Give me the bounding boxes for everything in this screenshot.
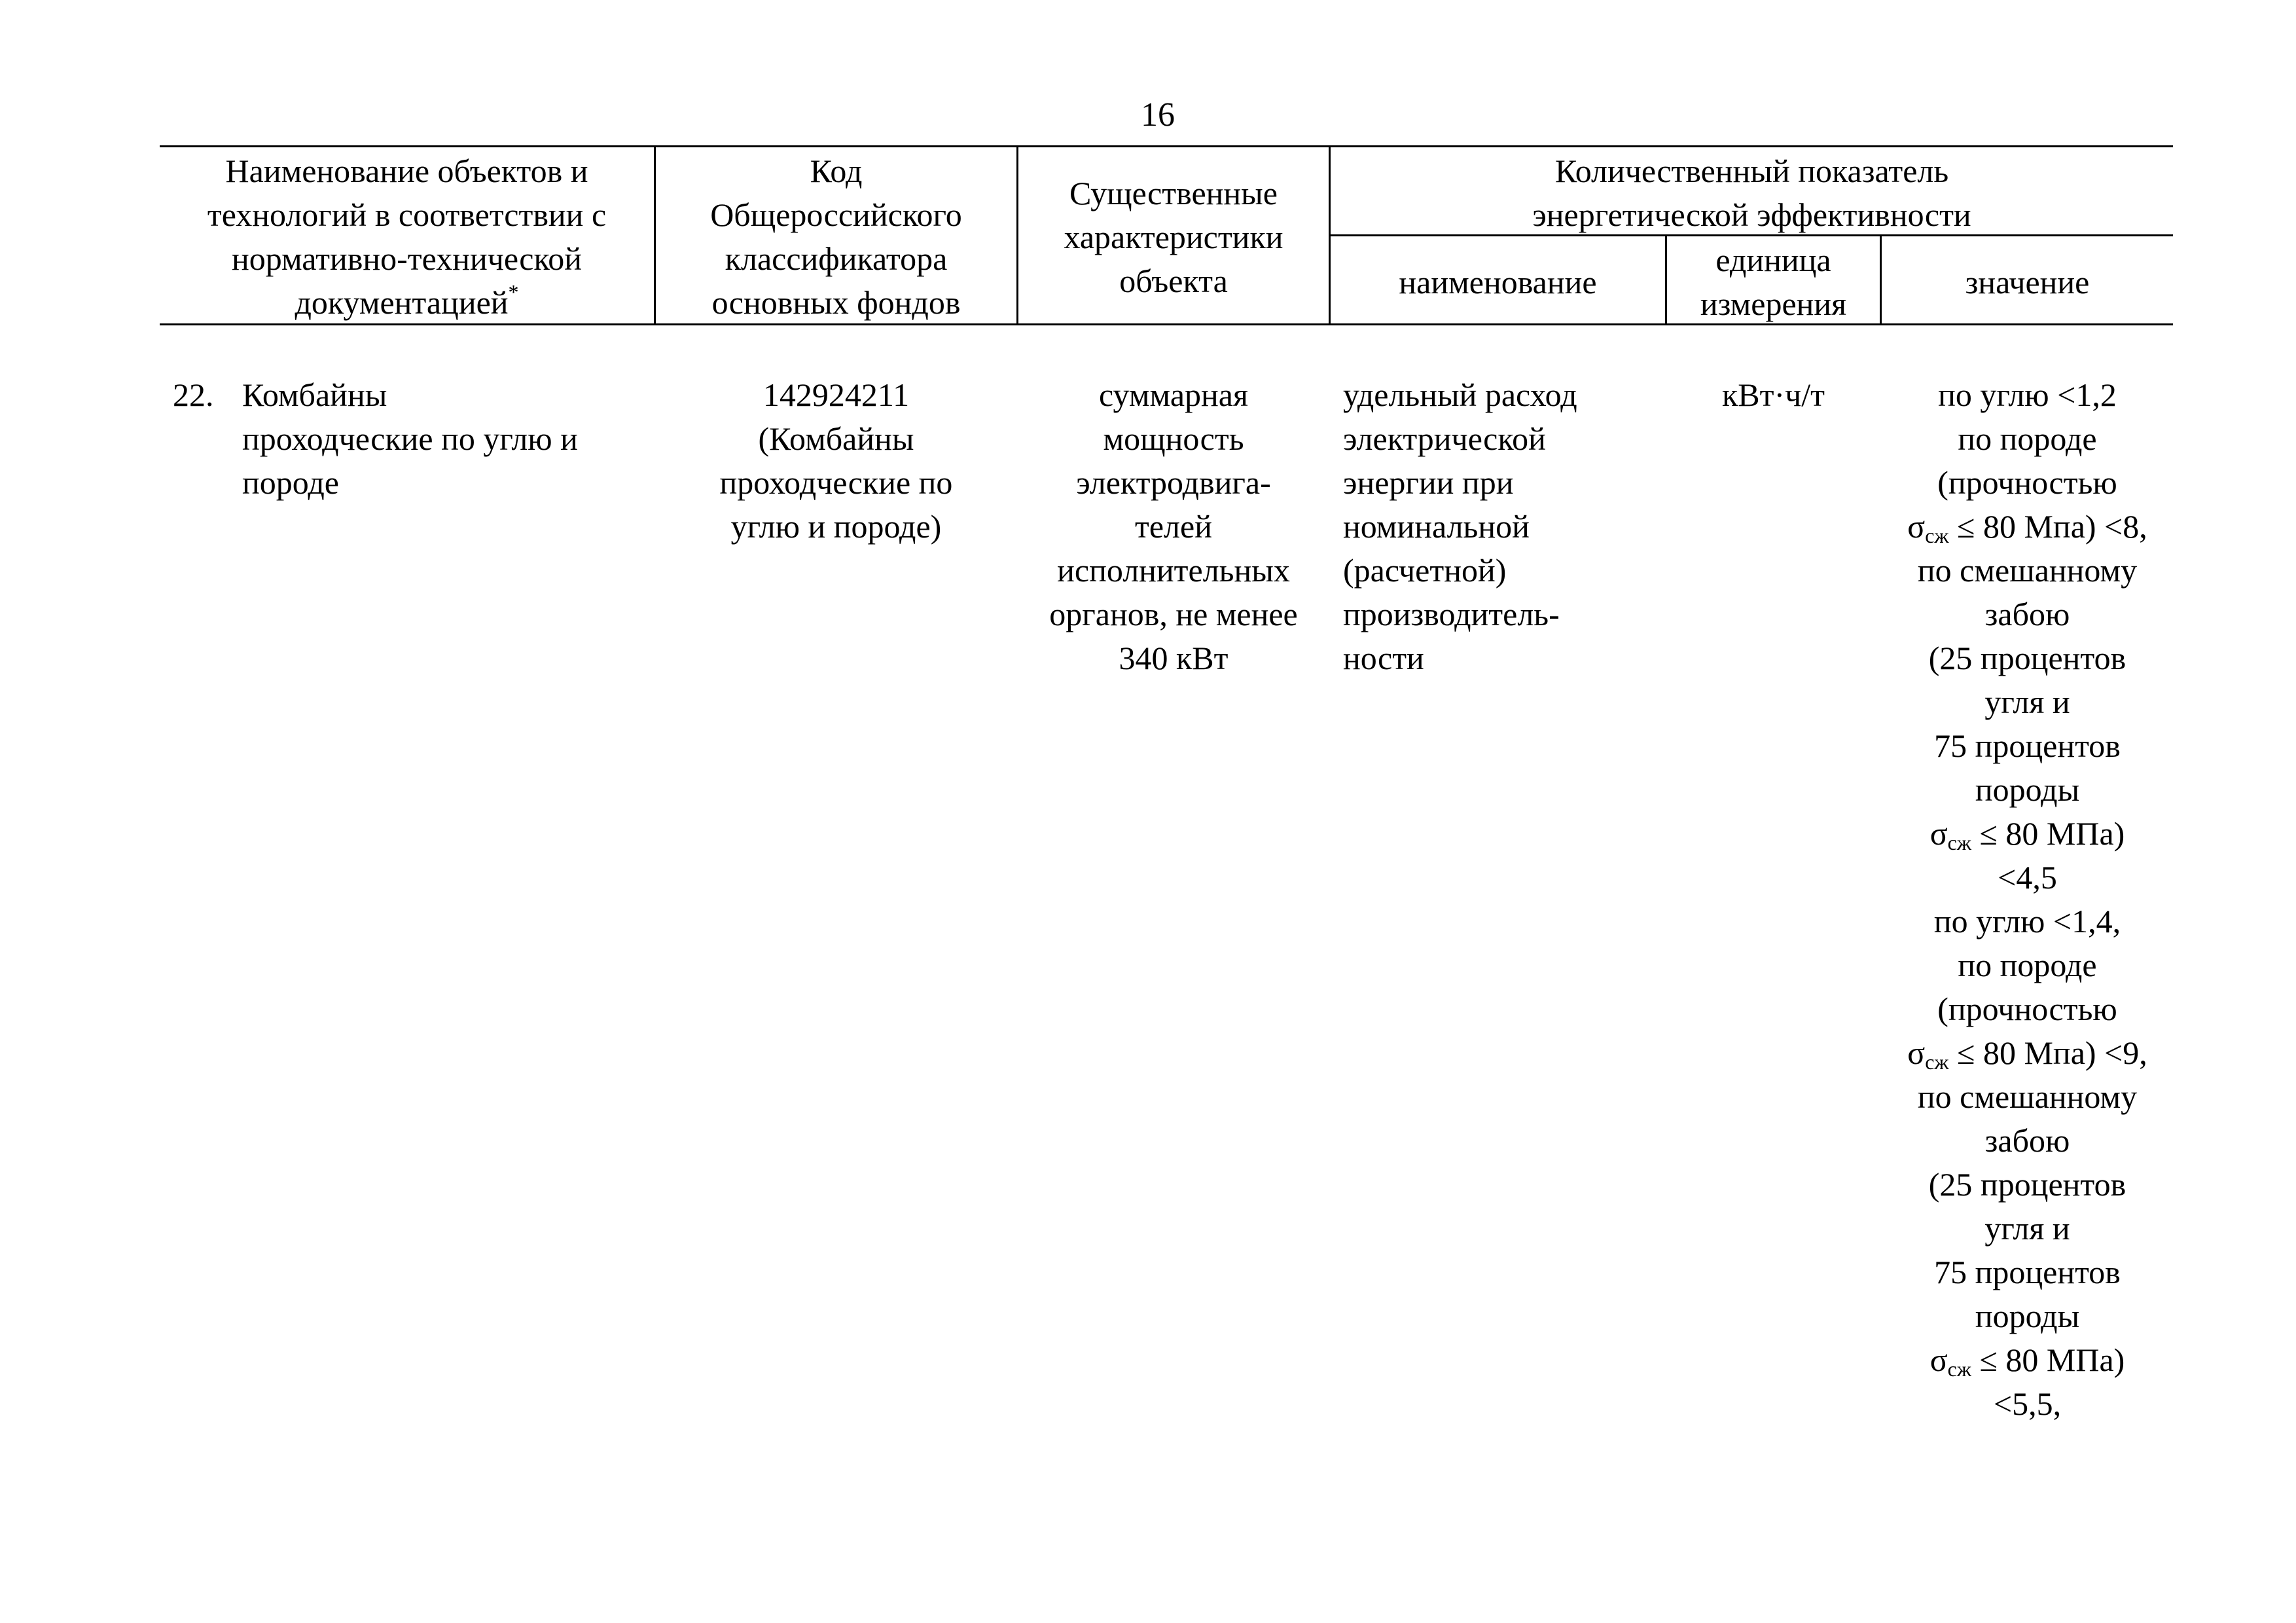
text-line: (Комбайны bbox=[758, 420, 914, 457]
header-indicator-name: наименование bbox=[1399, 264, 1597, 301]
value-line: забою bbox=[1984, 1122, 2070, 1159]
text-line: удельный расход bbox=[1343, 376, 1577, 413]
header-line: технологий в соответствии с bbox=[207, 196, 607, 233]
header-efficiency-group bbox=[1331, 149, 2173, 237]
row-characteristics bbox=[1018, 373, 1329, 680]
header-line: нормативно-технической bbox=[231, 240, 582, 277]
page-number: 16 bbox=[1141, 96, 1175, 134]
header-okof-code bbox=[656, 149, 1016, 325]
value-line-sigma: $\sigma_{сж} \le 80$ Мпа) <8, bbox=[1907, 508, 2147, 547]
value-line: по породе bbox=[1958, 947, 2097, 983]
row-indicator-name bbox=[1343, 373, 1665, 680]
header-line: Наименование объектов и bbox=[225, 153, 588, 189]
text-line: электрической bbox=[1343, 420, 1546, 457]
text-line: номинальной bbox=[1343, 508, 1530, 545]
row-okof-code bbox=[656, 373, 1016, 549]
header-line: основных фондов bbox=[711, 284, 961, 321]
value-line: породы bbox=[1975, 771, 2080, 808]
value-line: (прочностью bbox=[1937, 991, 2117, 1027]
value-line-sigma: $\sigma_{сж} \le 80$ МПа) bbox=[1929, 815, 2125, 854]
header-line: Общероссийского bbox=[710, 196, 962, 233]
value-line: по углю <1,2 bbox=[1938, 376, 2117, 413]
value-line: угля и bbox=[1984, 684, 2070, 720]
table-top-border bbox=[160, 145, 2173, 147]
header-unit bbox=[1667, 238, 1880, 326]
value-line: по породе bbox=[1958, 420, 2097, 457]
value-line: <5,5, bbox=[1993, 1385, 2062, 1422]
header-characteristics bbox=[1018, 172, 1329, 303]
header-line: единица bbox=[1715, 242, 1831, 278]
text-line: телей bbox=[1135, 508, 1212, 545]
header-line: Количественный показатель bbox=[1554, 153, 1949, 189]
value-line: по смешанному bbox=[1917, 1078, 2138, 1115]
text-line: проходческие по углю и bbox=[242, 420, 578, 457]
header-line: объекта bbox=[1119, 263, 1228, 299]
text-line: углю и породе) bbox=[730, 508, 942, 545]
value-line: забою bbox=[1984, 596, 2070, 632]
text-line: энергии при bbox=[1343, 464, 1514, 501]
value-line: (25 процентов bbox=[1928, 1166, 2126, 1203]
header-line: документацией* bbox=[295, 280, 519, 321]
value-line: породы bbox=[1975, 1298, 2080, 1334]
row-values bbox=[1882, 373, 2173, 1426]
value-line: (прочностью bbox=[1937, 464, 2117, 501]
value-line: по углю <1,4, bbox=[1933, 903, 2121, 939]
row-object-name bbox=[242, 373, 655, 505]
text-line: мощность bbox=[1103, 420, 1244, 457]
footnote-marker: * bbox=[508, 280, 519, 304]
text-line: суммарная bbox=[1099, 376, 1248, 413]
value-line: 75 процентов bbox=[1934, 727, 2121, 764]
header-line: классификатора bbox=[725, 240, 948, 277]
text-line: исполнительных bbox=[1057, 552, 1290, 589]
value-line-sigma: $\sigma_{сж} \le 80$ МПа) bbox=[1929, 1341, 2125, 1381]
text-line: Комбайны bbox=[242, 376, 387, 413]
text-line: органов, не менее bbox=[1049, 596, 1298, 632]
value-line: (25 процентов bbox=[1928, 640, 2126, 676]
value-line: по смешанному bbox=[1917, 552, 2138, 589]
header-value: значение bbox=[1965, 264, 2090, 301]
row-number: 22. bbox=[173, 376, 214, 413]
text-line: породе bbox=[242, 464, 339, 501]
header-object-name bbox=[160, 149, 654, 325]
row-unit: кВт·ч/т bbox=[1721, 376, 1825, 413]
header-line: измерения bbox=[1700, 285, 1847, 322]
header-line: Существенные bbox=[1069, 175, 1278, 211]
text-line: производитель- bbox=[1343, 596, 1560, 632]
text-line: электродвига- bbox=[1076, 464, 1271, 501]
value-line: <4,5 bbox=[1998, 859, 2057, 896]
text-line: (расчетной) bbox=[1343, 552, 1507, 589]
text-line: ности bbox=[1343, 640, 1424, 676]
text-line: 340 кВт bbox=[1119, 640, 1229, 676]
value-line-sigma: $\sigma_{сж} \le 80$ Мпа) <9, bbox=[1907, 1034, 2147, 1074]
header-line: характеристики bbox=[1064, 219, 1283, 255]
header-line: энергетической эффективности bbox=[1532, 196, 1971, 233]
header-line: Код bbox=[810, 153, 863, 189]
text-line: проходческие по bbox=[719, 464, 953, 501]
value-line: 75 процентов bbox=[1934, 1254, 2121, 1290]
value-line: угля и bbox=[1984, 1210, 2070, 1247]
text-line: 142924211 bbox=[762, 376, 910, 413]
